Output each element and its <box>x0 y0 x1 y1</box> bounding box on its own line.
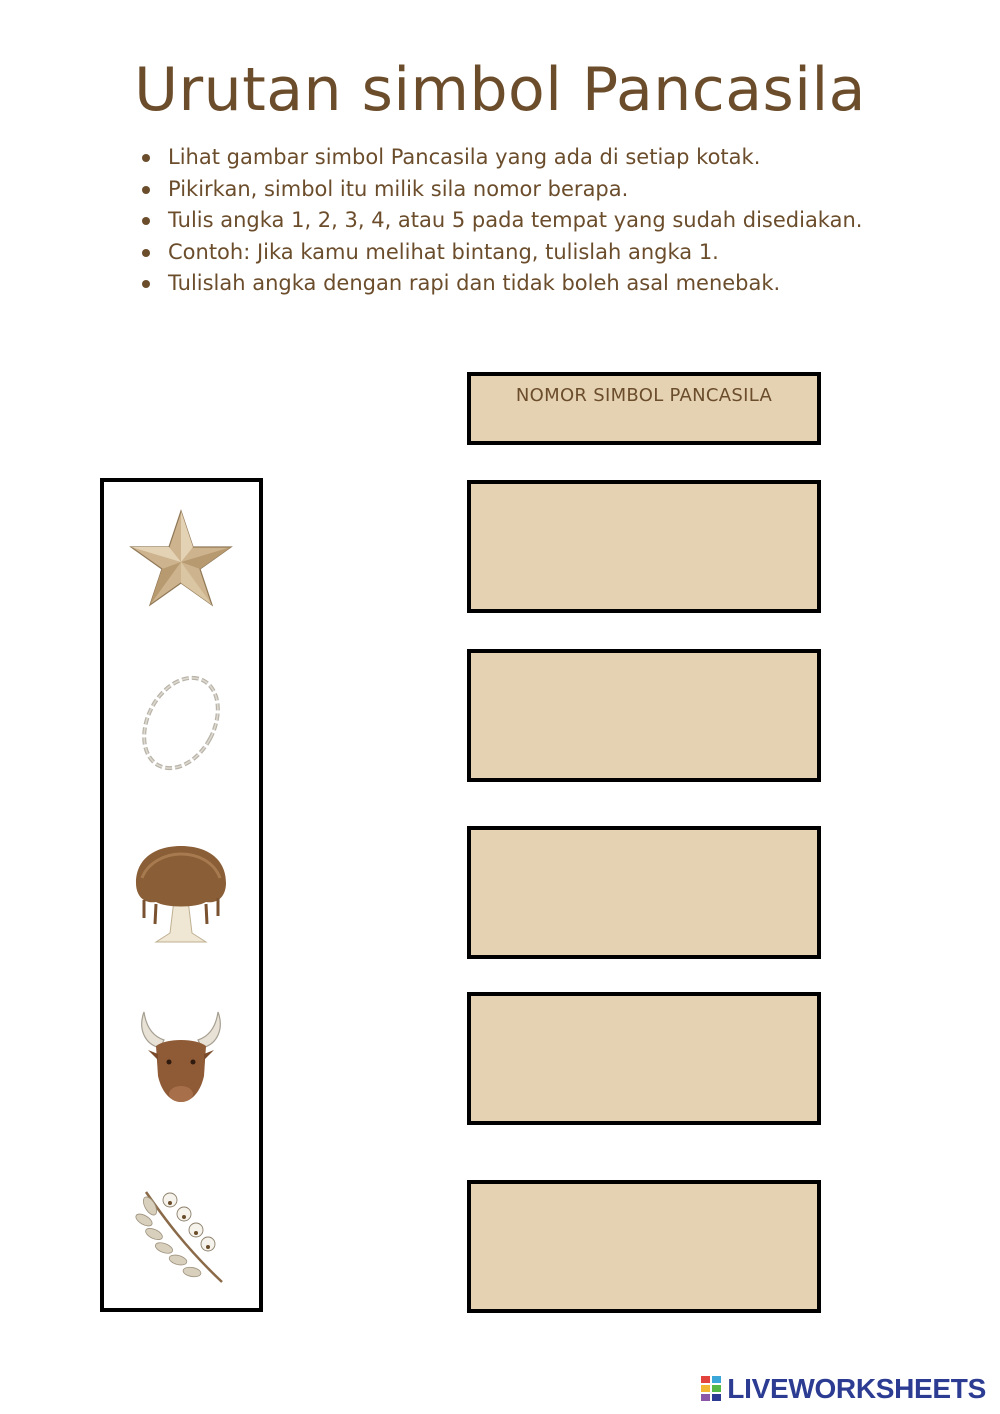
bull-head-icon <box>126 1006 236 1116</box>
answer-box-2[interactable] <box>467 649 821 782</box>
instruction-item: Contoh: Jika kamu melihat bintang, tulislah angka 1. <box>140 237 960 269</box>
star-icon <box>126 506 236 616</box>
instruction-item: Tulis angka 1, 2, 3, 4, atau 5 pada tempat yang sudah disediakan. <box>140 205 960 237</box>
answer-box-3[interactable] <box>467 826 821 959</box>
chain-icon <box>126 668 236 778</box>
banyan-tree-icon <box>126 838 236 948</box>
liveworksheets-logo-icon <box>701 1376 723 1402</box>
instruction-item: Lihat gambar simbol Pancasila yang ada di setiap kotak. <box>140 142 960 174</box>
instruction-item: Tulislah angka dengan rapi dan tidak boleh asal menebak. <box>140 268 960 300</box>
liveworksheets-brand-text: LIVEWORKSHEETS <box>727 1373 986 1404</box>
instruction-item: Pikirkan, simbol itu milik sila nomor berapa. <box>140 174 960 206</box>
answer-box-1[interactable] <box>467 480 821 613</box>
symbol-column <box>100 478 263 1312</box>
answer-column-header-label: NOMOR SIMBOL PANCASILA <box>515 385 773 406</box>
answer-column-header <box>467 372 821 445</box>
page-title: Urutan simbol Pancasila <box>134 55 866 125</box>
liveworksheets-brand <box>701 1374 986 1404</box>
rice-cotton-icon <box>126 1178 236 1288</box>
instructions-list <box>140 142 960 300</box>
answer-box-5[interactable] <box>467 1180 821 1313</box>
answer-box-4[interactable] <box>467 992 821 1125</box>
